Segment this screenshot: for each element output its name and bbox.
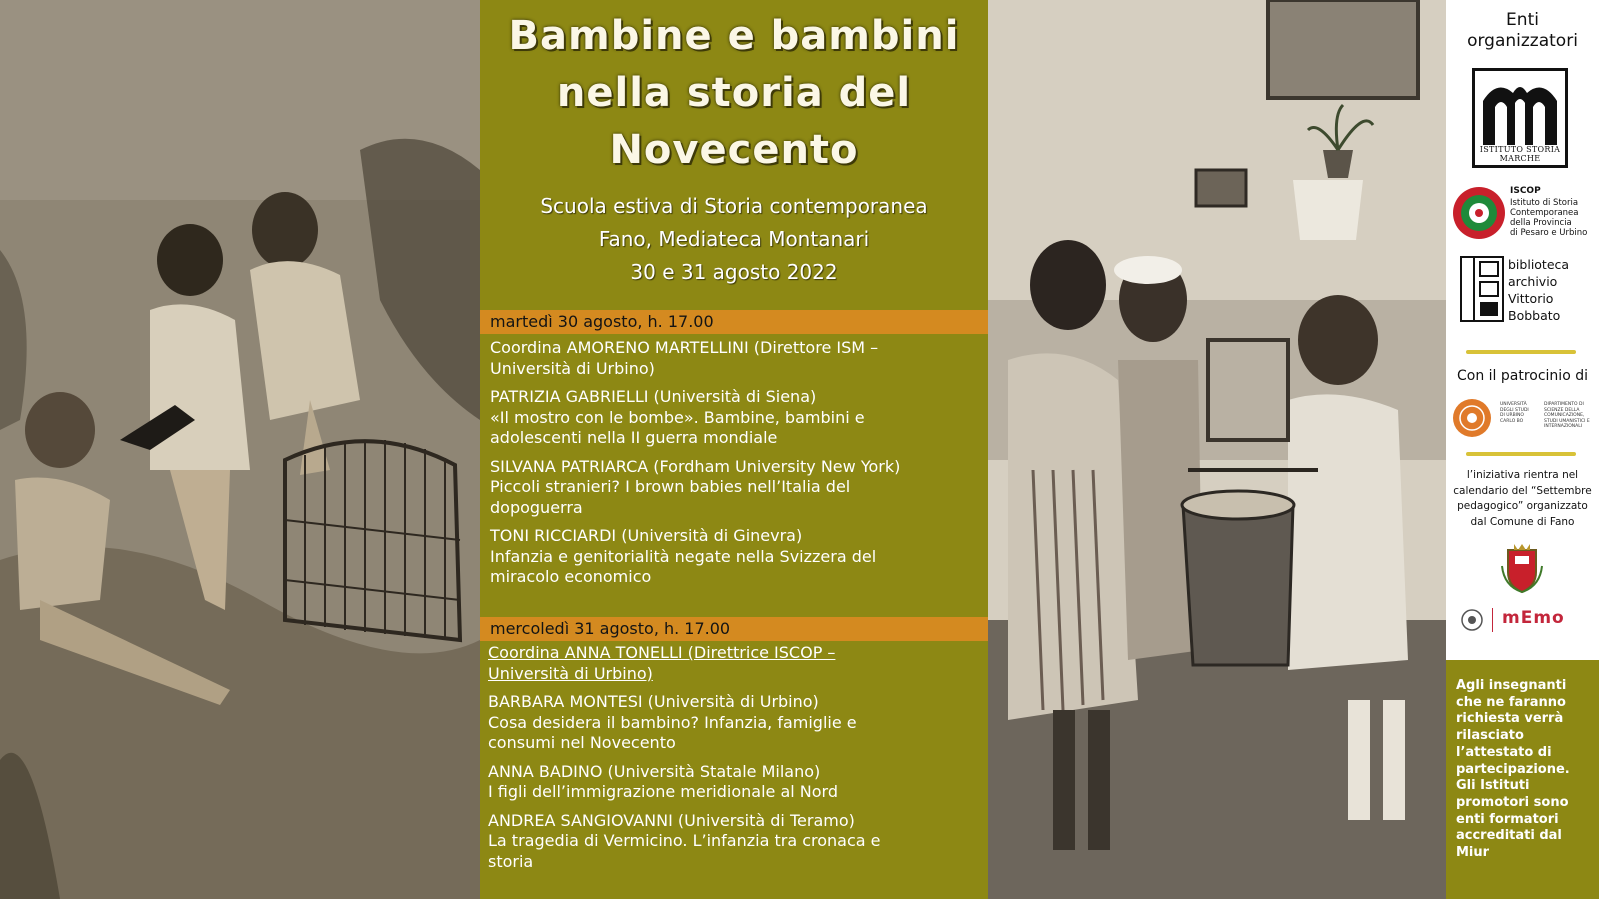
teachers-line: l’attestato di bbox=[1456, 744, 1552, 760]
entry-line: Infanzia e genitorialità negate nella Svizzera del bbox=[490, 546, 877, 566]
bookshelf-icon bbox=[1460, 256, 1504, 322]
teachers-line: Agli insegnanti bbox=[1456, 678, 1567, 693]
program-entry bbox=[488, 811, 986, 873]
teachers-line: enti formatori bbox=[1456, 811, 1559, 827]
biblioteca-line: archivio bbox=[1508, 274, 1558, 289]
entry-line: BARBARA MONTESI (Università di Urbino) bbox=[488, 692, 819, 711]
organizers-heading bbox=[1446, 10, 1599, 52]
title-line-3: Novecento bbox=[609, 127, 859, 173]
subtitle-line-1: Scuola estiva di Storia contemporanea bbox=[540, 194, 928, 218]
note-line: calendario del “Settembre bbox=[1453, 484, 1592, 497]
decorative-divider bbox=[1466, 350, 1576, 354]
entry-line: TONI RICCIARDI (Università di Ginevra) bbox=[490, 526, 803, 545]
entry-line: PATRIZIA GABRIELLI (Università di Siena) bbox=[490, 387, 817, 406]
teachers-certificate-box bbox=[1446, 660, 1599, 899]
iscop-line: Istituto di Storia bbox=[1510, 198, 1579, 208]
teachers-line: Miur bbox=[1456, 845, 1490, 861]
iscop-rosette-icon bbox=[1452, 186, 1506, 240]
department-line: DIPARTIMENTO DI bbox=[1544, 402, 1584, 407]
program-entry bbox=[490, 526, 988, 588]
iscop-name: ISCOP bbox=[1510, 186, 1541, 196]
title-line-2: nella storia del bbox=[556, 70, 912, 116]
teachers-certificate-text bbox=[1456, 678, 1592, 862]
entry-line: SILVANA PATRIARCA (Fordham University New York) bbox=[490, 456, 901, 476]
memo-text: mEmo bbox=[1502, 608, 1565, 628]
program-entry bbox=[490, 338, 988, 379]
teachers-line: che ne faranno bbox=[1456, 694, 1566, 710]
teachers-line: rilasciato bbox=[1456, 728, 1524, 744]
biblioteca-text bbox=[1508, 256, 1569, 324]
department-name bbox=[1544, 402, 1592, 430]
entry-line: Università di Urbino) bbox=[488, 663, 653, 683]
teachers-line: Gli Istituti bbox=[1456, 778, 1530, 794]
note-line: l’iniziativa rientra nel bbox=[1466, 469, 1579, 481]
university-seal-icon bbox=[1452, 398, 1492, 438]
program-entry bbox=[488, 643, 986, 684]
note-line: pedagogico” organizzato bbox=[1457, 500, 1588, 512]
ism-caption: ISTITUTO STORIA MARCHE bbox=[1479, 145, 1561, 163]
biblioteca-line: Bobbato bbox=[1508, 308, 1561, 323]
subtitle-line-3: 30 e 31 agosto 2022 bbox=[630, 260, 838, 284]
teachers-line: promotori sono bbox=[1456, 794, 1569, 810]
poster-subtitle bbox=[480, 190, 988, 289]
organizers-heading-line: organizzatori bbox=[1467, 31, 1578, 51]
entry-line: Piccoli stranieri? I brown babies nell’Italia del bbox=[490, 477, 851, 496]
entry-line: ANNA BADINO (Università Statale Milano) bbox=[488, 761, 821, 781]
entry-line: «Il mostro con le bombe». Bambine, bambini e bbox=[490, 407, 865, 427]
comune-fano-coat-of-arms-icon bbox=[1500, 542, 1544, 594]
day2-heading: mercoledì 31 agosto, h. 17.00 bbox=[480, 617, 988, 641]
teachers-line: richiesta verrà bbox=[1456, 711, 1564, 727]
university-line: UNIVERSITÀ bbox=[1500, 402, 1527, 407]
biblioteca-bobbato-logo bbox=[1460, 256, 1599, 326]
program-panel bbox=[480, 0, 988, 899]
iscop-line: di Pesaro e Urbino bbox=[1510, 228, 1588, 238]
photo-girls-at-washtub bbox=[988, 0, 1446, 899]
entry-line: Cosa desidera il bambino? Infanzia, famiglie e bbox=[488, 712, 857, 732]
memo-separator bbox=[1492, 608, 1493, 632]
department-line: SCIENZE DELLA COMUNICAZIONE, bbox=[1544, 407, 1585, 418]
istituto-storia-marche-logo bbox=[1472, 68, 1568, 168]
department-line: STUDI UMANISTICI E bbox=[1544, 418, 1590, 424]
iscop-fullname bbox=[1510, 198, 1587, 238]
program-entry bbox=[490, 457, 988, 519]
university-line: CARLO BO bbox=[1500, 418, 1524, 424]
entry-line: Università di Urbino) bbox=[490, 358, 655, 378]
entry-line: adolescenti nella II guerra mondiale bbox=[490, 428, 778, 447]
patrocinio-heading: Con il patrocinio di bbox=[1456, 368, 1588, 384]
teachers-line: partecipazione. bbox=[1456, 761, 1570, 777]
teachers-line: accreditati dal bbox=[1456, 828, 1562, 844]
program-entry bbox=[490, 387, 988, 449]
title-line-1: Bambine e bambini bbox=[508, 13, 960, 59]
program-entry bbox=[488, 692, 986, 754]
university-urbino-logo bbox=[1452, 398, 1592, 438]
day1-heading: martedì 30 agosto, h. 17.00 bbox=[480, 310, 988, 334]
photo-children-with-birdcage-illustration bbox=[0, 0, 480, 899]
entry-line: storia bbox=[488, 851, 534, 871]
entry-line: La tragedia di Vermicino. L’infanzia tra cronaca e bbox=[488, 831, 881, 850]
entry-line: Coordina ANNA TONELLI (Direttrice ISCOP – bbox=[488, 643, 836, 662]
program-entry bbox=[488, 762, 986, 803]
note-line: dal Comune di Fano bbox=[1470, 515, 1575, 528]
entry-line: I figli dell’immigrazione meridionale al Nord bbox=[488, 782, 839, 801]
organizers-heading-line: Enti bbox=[1506, 10, 1539, 30]
ism-arch-icon bbox=[1475, 73, 1565, 151]
subtitle-line-2: Fano, Mediateca Montanari bbox=[598, 227, 870, 251]
decorative-divider bbox=[1466, 452, 1576, 456]
entry-line: consumi nel Novecento bbox=[488, 733, 676, 752]
poster-title bbox=[480, 8, 988, 179]
biblioteca-line: biblioteca bbox=[1508, 257, 1570, 272]
entry-line: miracolo economico bbox=[490, 567, 652, 586]
iscop-line: della Provincia bbox=[1510, 218, 1572, 228]
memo-logo bbox=[1460, 606, 1590, 634]
memo-seal-icon bbox=[1460, 608, 1484, 632]
university-line: DEGLI STUDI bbox=[1500, 407, 1529, 413]
entry-line: ANDREA SANGIOVANNI (Università di Teramo) bbox=[488, 810, 855, 830]
settembre-pedagogico-note bbox=[1446, 468, 1599, 530]
photo-girls-at-washtub-illustration bbox=[988, 0, 1446, 899]
day1-program bbox=[490, 338, 988, 596]
entry-line: Coordina AMORENO MARTELLINI (Direttore ISM – bbox=[490, 338, 879, 357]
day2-program bbox=[488, 643, 986, 880]
iscop-logo bbox=[1452, 186, 1599, 242]
entry-line: dopoguerra bbox=[490, 497, 583, 517]
iscop-line: Contemporanea bbox=[1510, 208, 1579, 218]
photo-children-with-birdcage bbox=[0, 0, 480, 899]
university-line: DI URBINO bbox=[1500, 413, 1524, 418]
biblioteca-line: Vittorio bbox=[1508, 291, 1554, 306]
department-line: INTERNAZIONALI bbox=[1544, 424, 1583, 429]
university-name bbox=[1500, 402, 1529, 424]
